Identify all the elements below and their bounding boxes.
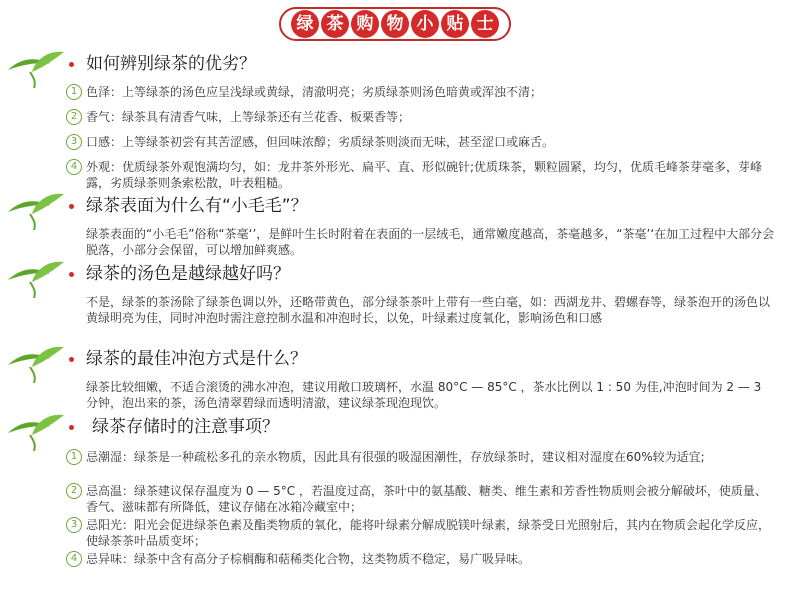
title-char: 物	[381, 10, 409, 38]
section-heading: 如何辨别绿茶的优劣？	[86, 54, 256, 74]
tea-leaf-icon	[6, 411, 66, 451]
title-char: 小	[411, 10, 439, 38]
item-text: 忌异味：绿茶中含有高分子棕榈酶和萜稀类化合物，这类物质不稳定，易广吸异味。	[86, 552, 531, 566]
item-text: 忌高温：绿茶建议保存温度为 0 — 5°C ，若温度过高，茶叶中的氨基酸、糖类、维生素和芳香性物质则会被分解破坏，使质量、香气、滋味都有所降低，建议存储在冰箱冷藏室中；	[86, 484, 767, 514]
item-number: 1	[66, 84, 82, 100]
item-number: 2	[66, 109, 82, 125]
item-text: 外观：优质绿茶外观饱满均匀，如：龙井茶外形光、扁平、直、形似碗针;优质珠茶，颗粒圆紧，均匀，优质毛峰茶芽毫多，芽峰露，劣质绿茶则条索松散，叶表粗糙。	[86, 160, 763, 190]
title-char: 士	[471, 10, 499, 38]
item-number: 3	[66, 517, 82, 533]
tea-leaf-icon	[6, 48, 66, 88]
bullet-dot	[69, 204, 74, 209]
tea-leaf-icon	[6, 258, 66, 298]
item-number: 4	[66, 551, 82, 567]
title-char: 购	[351, 10, 379, 38]
item-text: 忌阳光：阳光会促进绿茶色素及酯类物质的氧化，能将叶绿素分解成脱镁叶绿素，绿茶受日光照射后，其内在物质会起化学反应，使绿茶茶叶品质变坏；	[86, 518, 771, 548]
page-title	[279, 7, 511, 41]
item-number: 2	[66, 483, 82, 499]
section-heading: 绿茶存储时的注意事项？	[92, 417, 279, 437]
section-body: 绿茶表面的“小毛毛”俗称“茶毫‘’，是鲜叶生长时附着在表面的一层绒毛，通常嫩度越高，茶毫越多，“茶毫’‘在加工过程中大部分会脱落，小部分会保留，可以增加鲜爽感。	[86, 227, 775, 257]
section-heading: 绿茶的汤色是越绿越好吗？	[86, 264, 290, 284]
item-text: 色泽：上等绿茶的汤色应呈浅绿或黄绿，清澈明亮；劣质绿茶则汤色暗黄或浑浊不清；	[86, 85, 543, 99]
section-heading: 绿茶的最佳冲泡方式是什么？	[86, 349, 307, 369]
tea-leaf-icon	[6, 190, 66, 230]
section-heading: 绿茶表面为什么有“小毛毛”？	[86, 196, 308, 216]
bullet-dot	[69, 62, 74, 67]
bullet-dot	[69, 272, 74, 277]
item-number: 3	[66, 134, 82, 150]
tea-leaf-icon	[6, 343, 66, 383]
bullet-dot	[69, 425, 74, 430]
bullet-dot	[69, 357, 74, 362]
item-text: 香气：绿茶具有清香气味，上等绿茶还有兰花香、板栗香等；	[86, 110, 411, 124]
section-body: 绿茶比较细嫩，不适合滚烫的沸水冲泡，建议用敞口玻璃杯，水温 80°C — 85°C ，茶水比例以 1 : 50 为佳,冲泡时间为 2 — 3 分钟，泡出来的茶，汤色清翠碧绿而透明清澈，建议绿茶现泡现饮。	[86, 380, 762, 410]
item-number: 4	[66, 159, 82, 175]
title-banner	[0, 6, 790, 42]
item-text: 口感：上等绿茶初尝有其苦涩感，但回味浓醇；劣质绿茶则淡而无味，甚至涩口或麻舌。	[86, 135, 555, 149]
item-text: 忌潮湿：绿茶是一种疏松多孔的亲水物质，因此具有很强的吸湿困潮性，存放绿茶时，建议相对湿度在60%较为适宜;	[86, 450, 705, 464]
title-char: 茶	[321, 10, 349, 38]
title-char: 绿	[291, 10, 319, 38]
title-char: 贴	[441, 10, 469, 38]
section-body: 不是，绿茶的茶汤除了绿茶色调以外，还略带黄色，部分绿茶茶叶上带有一些白毫，如：西湖龙井、碧螺春等，绿茶泡开的汤色以黄绿明亮为佳，同时冲泡时需注意控制水温和冲泡时长，以免，叶绿素过度氧化，影响汤色和口感	[86, 295, 771, 325]
item-number: 1	[66, 449, 82, 465]
